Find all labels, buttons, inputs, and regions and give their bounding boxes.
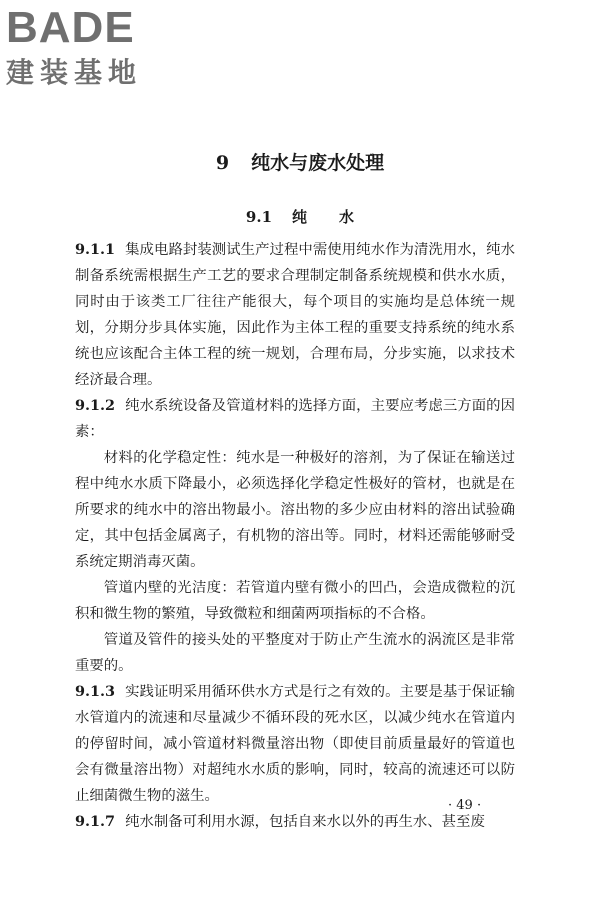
- section-title-first: 纯: [292, 208, 308, 226]
- clause-number: 9.1.3: [75, 683, 116, 700]
- body-text: [75, 237, 515, 835]
- chapter-number: 9: [215, 152, 230, 174]
- paragraph-chemical-stability: [75, 445, 515, 575]
- paragraph-text: 纯水制备可利用水源，包括自来水以外的再生水、甚至废: [125, 814, 485, 830]
- section-title-second: 水: [339, 208, 355, 226]
- chapter-title: 纯水与废水处理: [251, 152, 385, 174]
- chapter-heading: [0, 148, 600, 175]
- logo-wordmark: BADE: [6, 3, 135, 52]
- paragraph-inner-wall-finish: [75, 575, 515, 627]
- paragraph-text: 管道内壁的光洁度：若管道内壁有微小的凹凸，会造成微粒的沉积和微生物的繁殖，导致微粒和细菌两项指标的不合格。: [75, 580, 515, 622]
- clause-number: 9.1.7: [75, 813, 116, 830]
- logo-subtitle: 建装基地: [6, 56, 143, 89]
- paragraph-9-1-3: [75, 679, 515, 809]
- logo: [6, 3, 176, 96]
- paragraph-text: 纯水系统设备及管道材料的选择方面，主要应考虑三方面的因素：: [75, 398, 515, 440]
- paragraph-joint-flatness: [75, 627, 515, 679]
- paragraph-9-1-1: [75, 237, 515, 393]
- clause-number: 9.1.1: [75, 241, 116, 258]
- section-heading: [0, 206, 600, 227]
- paragraph-9-1-2: [75, 393, 515, 445]
- page-number: · 49 ·: [448, 798, 482, 813]
- paragraph-text: 管道及管件的接头处的平整度对于防止产生流水的涡流区是非常重要的。: [75, 632, 515, 674]
- section-number: 9.1: [245, 208, 273, 226]
- paragraph-text: 实践证明采用循环供水方式是行之有效的。主要是基于保证输水管道内的流速和尽量减少不循环段的死水区，以减少纯水在管道内的停留时间，减小管道材料微量溶出物（即使目前质量最好的管道也会有微量溶出物）对超纯水水质的影响，同时，较高的流速还可以防止细菌微生物的滋生。: [75, 684, 515, 804]
- paragraph-text: 集成电路封装测试生产过程中需使用纯水作为清洗用水，纯水制备系统需根据生产工艺的要求合理制定制备系统规模和供水水质，同时由于该类工厂往往产能很大，每个项目的实施均是总体统一规划，分期分步具体实施，因此作为主体工程的重要支持系统的纯水系统也应该配合主体工程的统一规划，合理布局，分步实施，以求技术经济最合理。: [75, 242, 515, 388]
- paragraph-text: 材料的化学稳定性：纯水是一种极好的溶剂，为了保证在输送过程中纯水水质下降最小，必须选择化学稳定性极好的管材，也就是在所要求的纯水中的溶出物最小。溶出物的多少应由材料的溶出试验确定，其中包括金属离子，有机物的溶出等。同时，材料还需能够耐受系统定期消毒灭菌。: [75, 450, 515, 570]
- clause-number: 9.1.2: [75, 397, 116, 414]
